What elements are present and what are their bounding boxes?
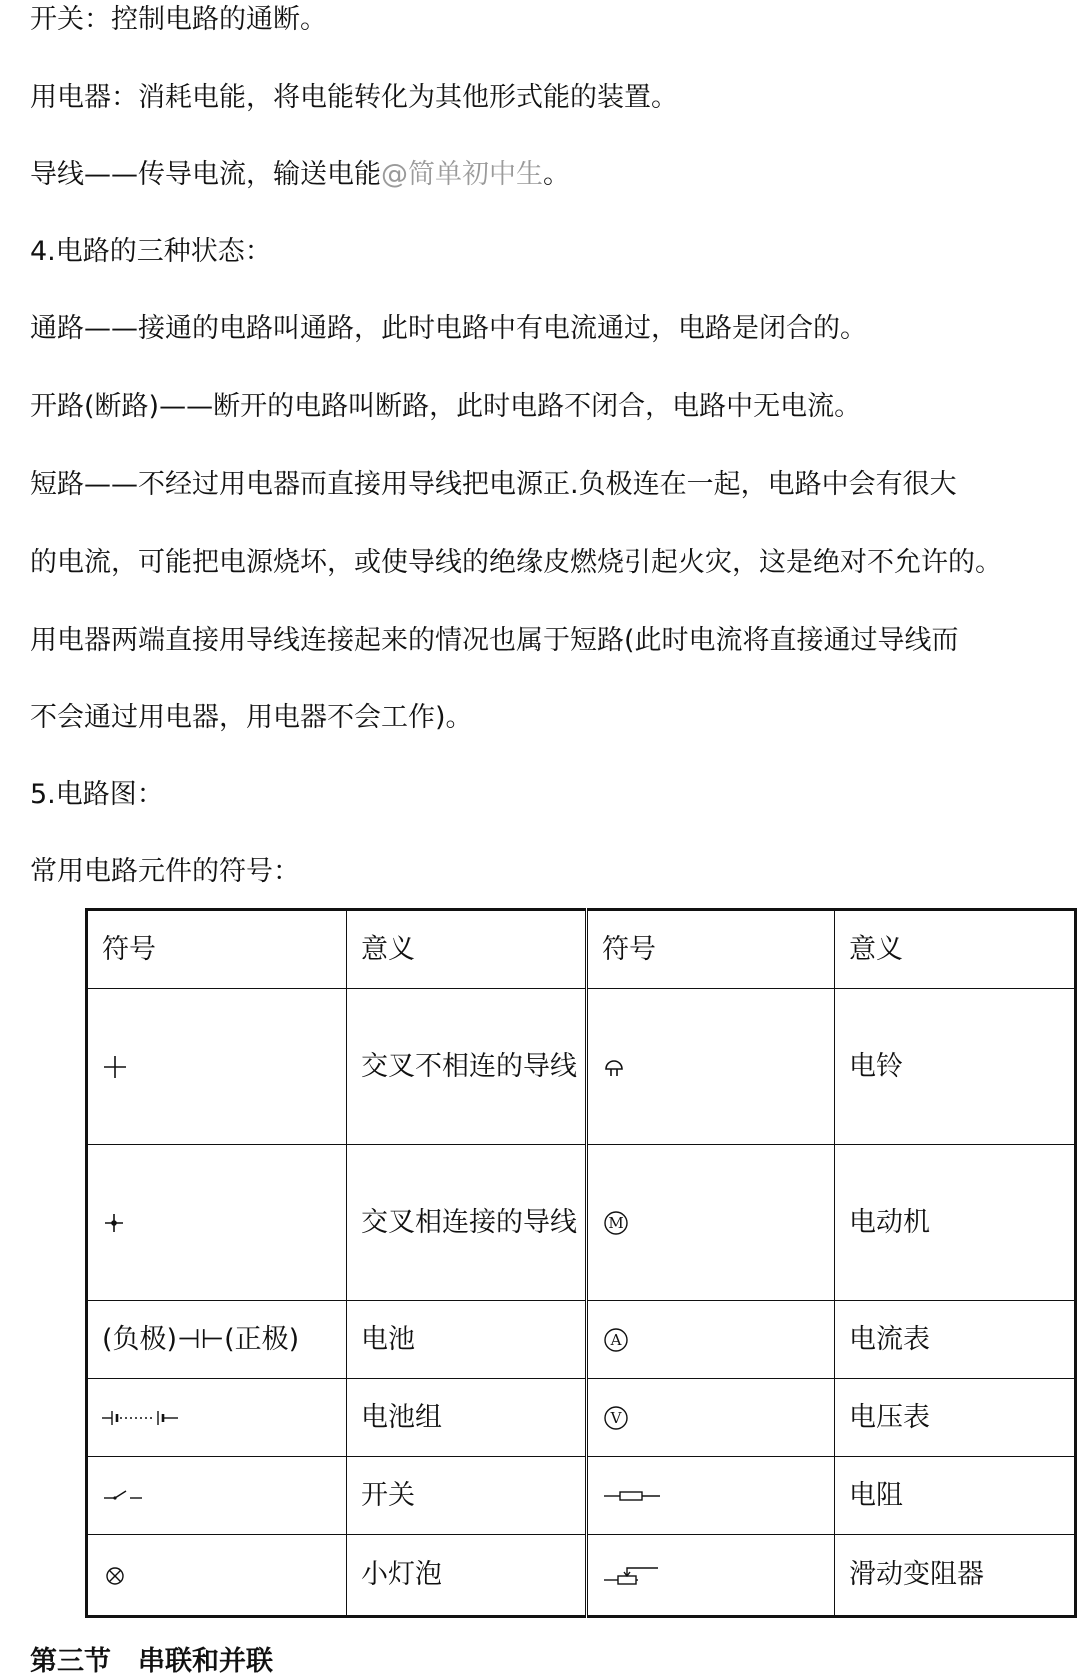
table-row: [87, 1379, 1076, 1457]
header-meaning-right: 意义: [835, 910, 1076, 989]
meaning-cell: 电阻: [835, 1457, 1076, 1535]
motor-glyph: M: [608, 1214, 624, 1232]
watermark-text: @简单初中生: [381, 159, 543, 190]
meaning-cell: 电铃: [835, 989, 1076, 1145]
crossing-wires-icon: [102, 1054, 128, 1080]
resistor-icon: [602, 1484, 662, 1508]
voltmeter-glyph: V: [610, 1409, 622, 1427]
connected-wires-icon: [102, 1211, 126, 1235]
table-row: [87, 989, 1076, 1145]
table-row: [87, 1145, 1076, 1301]
header-meaning-left: 意义: [347, 910, 587, 989]
section-heading: 第三节 串联和并联: [30, 1646, 273, 1677]
text-symbols-intro: 常用电路元件的符号：: [30, 856, 300, 887]
text-short-circuit-2: 的电流，可能把电源烧坏，或使导线的绝缘皮燃烧引起火灾，这是绝对不允许的。: [30, 547, 1002, 578]
symbol-cell: [587, 1145, 835, 1301]
circuit-symbols-table: [85, 908, 1077, 1618]
meaning-cell: 开关: [347, 1457, 587, 1535]
meaning-cell: 电池组: [347, 1379, 587, 1457]
symbol-cell: [87, 1535, 347, 1617]
text-appliance-definition: 用电器：消耗电能，将电能转化为其他形式能的装置。: [30, 82, 678, 113]
table-row: [87, 1301, 1076, 1379]
table-row: [87, 1535, 1076, 1617]
text-open-circuit: 开路(断路)——断开的电路叫断路，此时电路不闭合，电路中无电流。: [30, 391, 862, 422]
text-wire-definition: [30, 157, 570, 193]
text-circuit-diagram-heading: 5.电路图：: [30, 779, 164, 810]
wire-text: 导线——传导电流，输送电能: [30, 159, 381, 190]
symbol-cell: [587, 1301, 835, 1379]
text-short-circuit-3: 用电器两端直接用导线连接起来的情况也属于短路(此时电流将直接通过导线而: [30, 625, 959, 656]
meaning-cell: 交叉相连接的导线: [347, 1145, 587, 1301]
text-closed-circuit: 通路——接通的电路叫通路，此时电路中有电流通过，电路是闭合的。: [30, 313, 867, 344]
text-circuit-states-heading: 4.电路的三种状态：: [30, 236, 272, 267]
switch-icon: [102, 1484, 146, 1508]
symbol-cell: (负极)⊣⊢(正极): [87, 1301, 347, 1379]
motor-icon: [602, 1209, 630, 1237]
table-header-row: [87, 910, 1076, 989]
ammeter-icon: [602, 1326, 630, 1354]
lamp-icon: [102, 1563, 128, 1589]
symbol-cell: [587, 1535, 835, 1617]
ammeter-glyph: A: [610, 1331, 622, 1349]
meaning-cell: 电流表: [835, 1301, 1076, 1379]
meaning-cell: 小灯泡: [347, 1535, 587, 1617]
symbol-cell: [87, 989, 347, 1145]
header-symbol-right: 符号: [587, 910, 835, 989]
symbol-cell: [587, 1379, 835, 1457]
meaning-cell: 电动机: [835, 1145, 1076, 1301]
meaning-cell: 交叉不相连的导线: [347, 989, 587, 1145]
text-short-circuit-1: 短路——不经过用电器而直接用导线把电源正.负极连在一起，电路中会有很大: [30, 469, 957, 500]
symbol-cell: [87, 1457, 347, 1535]
voltmeter-icon: [602, 1404, 630, 1432]
meaning-cell: 电池: [347, 1301, 587, 1379]
wire-text-end: 。: [543, 159, 570, 190]
symbol-cell: [87, 1145, 347, 1301]
meaning-cell: 滑动变阻器: [835, 1535, 1076, 1617]
symbol-cell: [87, 1379, 347, 1457]
text-switch-definition: 开关：控制电路的通断。: [30, 4, 327, 35]
table-row: [87, 1457, 1076, 1535]
bell-icon: [602, 1055, 626, 1079]
rheostat-icon: [602, 1562, 662, 1590]
text-short-circuit-4: 不会通过用电器，用电器不会工作)。: [30, 702, 473, 733]
header-symbol-left: 符号: [87, 910, 347, 989]
symbol-cell: [587, 989, 835, 1145]
battery-pack-icon: [102, 1406, 182, 1430]
meaning-cell: 电压表: [835, 1379, 1076, 1457]
symbol-cell: [587, 1457, 835, 1535]
